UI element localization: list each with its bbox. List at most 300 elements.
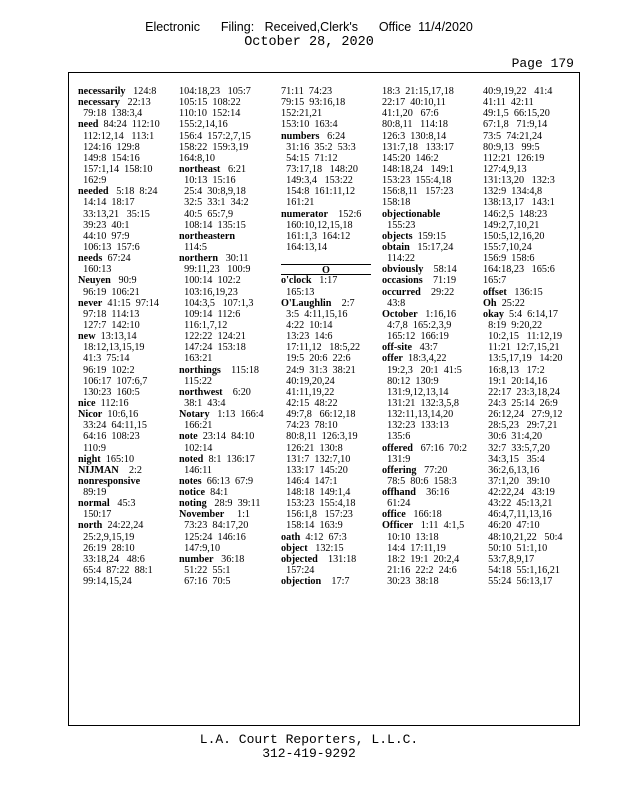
index-term: northeastern (179, 230, 236, 242)
index-column-4 (382, 86, 467, 587)
page-line-refs: 149:8 154:16 (78, 152, 140, 164)
index-entry (281, 487, 371, 498)
section-letter: O (281, 264, 371, 275)
page-line-refs: 18:12,13,15,19 (78, 342, 145, 354)
page-line-refs: 154:8 161:11,12 (281, 186, 356, 198)
page-line-refs: 67:16 70:2 (412, 442, 467, 454)
page-line-refs: 18:2 19:1 20:2,4 (382, 553, 460, 565)
page-line-refs: 53:7,8,9,17 (483, 553, 535, 565)
index-entry (281, 97, 371, 108)
index-entry (78, 376, 160, 387)
index-term: northern (179, 253, 219, 265)
page-line-refs: 22:17 40:10,11 (382, 97, 446, 109)
page-line-refs: 1:13 166:4 (209, 409, 264, 421)
index-entry (382, 509, 467, 520)
index-entry (179, 487, 264, 498)
index-term: new (78, 331, 96, 343)
page-line-refs: 64:16 108:23 (78, 431, 140, 443)
index-column-2 (179, 86, 264, 587)
index-term: oath (281, 531, 301, 543)
page-line-refs: 66:13 67:9 (201, 475, 254, 487)
page-line-refs: 33:18,24 48:6 (78, 553, 145, 565)
page-line-refs: 125:24 146:16 (179, 531, 246, 543)
page-line-refs: 164:13,14 (281, 241, 328, 253)
index-entry (179, 420, 264, 431)
page-line-refs: 157:1,14 158:10 (78, 163, 153, 175)
index-entry (281, 342, 371, 353)
index-entry (281, 498, 371, 509)
index-entry (382, 220, 467, 231)
page-line-refs: 73:23 84:17,20 (179, 520, 249, 532)
page-line-refs: 80:12 130:9 (382, 375, 439, 387)
page-line-refs: 149:3,4 153:22 (281, 175, 353, 187)
index-entry (483, 242, 563, 253)
page-line-refs: 131:13,20 132:3 (483, 175, 555, 187)
index-entry (382, 331, 467, 342)
index-entry (78, 476, 160, 487)
page-line-refs: 146:11 (179, 464, 213, 476)
index-entry (281, 431, 371, 442)
page-line-refs: 122:22 124:21 (179, 331, 246, 343)
index-term: office (382, 509, 406, 521)
page-line-refs: 155:7,10,24 (483, 241, 532, 253)
index-entry (382, 387, 467, 398)
page-line-refs: 24:9 31:3 38:21 (281, 364, 356, 376)
index-entry (382, 520, 467, 531)
index-entry (382, 253, 467, 264)
page-line-refs: 33:13,21 35:15 (78, 208, 150, 220)
index-entry (483, 443, 563, 454)
page-line-refs: 11:21 12:7,15,21 (483, 342, 560, 354)
index-entry (179, 331, 264, 342)
index-term: north (78, 520, 103, 532)
page-line-refs: 147:9,10 (179, 542, 221, 554)
index-entry (179, 320, 264, 331)
index-term: obviously (382, 264, 424, 276)
index-entry (382, 365, 467, 376)
page-line-refs: 6:20 (222, 386, 251, 398)
index-term: NIJMAN (78, 464, 119, 476)
index-entry (179, 398, 264, 409)
index-entry (281, 298, 371, 309)
page-line-refs: 132:23 133:13 (382, 420, 449, 432)
page-line-refs: 99:11,23 100:9 (179, 264, 251, 276)
page-line-refs: 104:3,5 107:1,3 (179, 297, 254, 309)
index-term: Nicor (78, 409, 103, 421)
page-line-refs: 39:23 40:1 (78, 219, 130, 231)
page-line-refs: 131:9 (382, 453, 411, 465)
index-entry (78, 387, 160, 398)
index-entry (483, 220, 563, 231)
index-term: offhand (382, 487, 416, 499)
page-line-refs: 28:9 39:11 (206, 498, 261, 510)
index-term: occurred (382, 286, 421, 298)
page-line-refs: 2:7 (331, 297, 355, 309)
page-line-refs: 41:1,20 67:6 (382, 108, 439, 120)
index-entry (78, 409, 160, 420)
page-line-refs: 131:7,18 133:17 (382, 141, 454, 153)
index-entry (78, 509, 160, 520)
page-line-refs: 10:2,15 11:12,19 (483, 331, 563, 343)
index-entry (78, 309, 160, 320)
index-term: obtain (382, 241, 410, 253)
page-line-refs: 112:16 (95, 397, 129, 409)
index-entry (382, 209, 467, 220)
index-term: needed (78, 186, 109, 198)
index-entry (78, 443, 160, 454)
index-term: off-site (382, 342, 412, 354)
index-entry (483, 108, 563, 119)
index-entry (281, 86, 371, 97)
page-line-refs: 145:20 146:2 (382, 152, 439, 164)
page-line-refs: 2:2 (118, 464, 142, 476)
page-line-refs: 4:22 10:14 (281, 319, 333, 331)
page-line-refs: 131:18 (317, 553, 357, 565)
index-entry (483, 153, 563, 164)
index-entry (483, 365, 563, 376)
index-entry (179, 454, 264, 465)
index-entry (179, 86, 264, 97)
index-entry (483, 209, 563, 220)
index-entry (179, 543, 264, 554)
page-line-refs: 110:10 152:14 (179, 108, 241, 120)
page-line-refs: 36:16 (415, 487, 450, 499)
index-term: offer (382, 353, 403, 365)
index-term: object (281, 542, 308, 554)
index-entry (179, 565, 264, 576)
index-entry (78, 298, 160, 309)
index-term: occasions (382, 275, 423, 287)
page-line-refs: 96:19 102:2 (78, 364, 135, 376)
index-entry (78, 420, 160, 431)
page-line-refs: 18:3,4,22 (402, 353, 447, 365)
page-line-refs: 73:17,18 148:20 (281, 163, 358, 175)
page-line-refs: 6:24 (319, 130, 346, 142)
index-entry (382, 175, 467, 186)
page-line-refs: 103:16,19,23 (179, 286, 238, 298)
page-line-refs: 156:8,11 157:23 (382, 186, 454, 198)
index-entry (78, 253, 160, 264)
page-line-refs: 26:12,24 27:9,12 (483, 409, 563, 421)
page-line-refs: 112:12,14 113:1 (78, 130, 155, 142)
index-entry (179, 509, 264, 520)
page-line-refs: 13:23 14:6 (281, 331, 333, 343)
page-line-refs: 25:4 30:8,9,18 (179, 186, 246, 198)
page-line-refs: 135:6 (382, 431, 411, 443)
index-entry (483, 476, 563, 487)
page-line-refs: 25:22 (496, 297, 525, 309)
index-entry (78, 264, 160, 275)
page-line-refs: 158:18 (382, 197, 411, 209)
index-entry (179, 431, 264, 442)
index-term: Neuyen (78, 275, 111, 287)
index-entry (483, 131, 563, 142)
page-line-refs: 158:14 163:9 (281, 520, 343, 532)
index-term: northwest (179, 386, 223, 398)
index-entry (483, 353, 563, 364)
index-entry (179, 365, 264, 376)
index-entry (483, 387, 563, 398)
index-entry (483, 119, 563, 130)
index-entry (179, 275, 264, 286)
page-line-refs: 26:19 28:10 (78, 542, 135, 554)
index-entry (179, 387, 264, 398)
index-entry (78, 576, 160, 587)
index-entry (78, 520, 160, 531)
index-entry (179, 532, 264, 543)
index-entry (281, 231, 371, 242)
index-entry (179, 554, 264, 565)
page-line-refs: 165:12 166:19 (382, 331, 449, 343)
page-line-refs: 130:23 160:5 (78, 386, 140, 398)
page-line-refs: 133:17 145:20 (281, 464, 348, 476)
filing-date: October 28, 2020 (244, 35, 374, 50)
index-entry (382, 376, 467, 387)
page-line-refs: 78:5 80:6 158:3 (382, 475, 457, 487)
index-entry (382, 97, 467, 108)
page-line-refs: 79:15 93:16,18 (281, 97, 346, 109)
page-line-refs: 148:18,24 149:1 (382, 163, 454, 175)
page-line-refs: 116:1,7,12 (179, 319, 228, 331)
index-entry (382, 298, 467, 309)
page-line-refs: 21:16 22:2 24:6 (382, 565, 457, 577)
page-line-refs: 54:18 55:1,16,21 (483, 565, 560, 577)
page-line-refs: 5:4 6:14,17 (503, 308, 559, 320)
page-line-refs: 41:11 42:11 (483, 97, 534, 109)
page-line-refs: 19:5 20:6 22:6 (281, 353, 351, 365)
page-line-refs: 79:18 138:3,4 (78, 108, 143, 120)
index-entry (78, 275, 160, 286)
index-entry (382, 131, 467, 142)
index-entry (78, 153, 160, 164)
index-entry (78, 487, 160, 498)
index-term: offering (382, 464, 417, 476)
index-term: objection (281, 576, 322, 588)
index-entry (382, 543, 467, 554)
page-line-refs: 102:14 (179, 442, 213, 454)
page-line-refs: 42:22,24 43:19 (483, 487, 555, 499)
index-entry (382, 108, 467, 119)
index-entry (281, 565, 371, 576)
page-line-refs: 67:16 70:5 (179, 576, 231, 588)
index-entry (78, 532, 160, 543)
page-line-refs: 153:10 163:4 (281, 119, 338, 131)
index-entry (382, 554, 467, 565)
index-entry (382, 409, 467, 420)
index-entry (483, 554, 563, 565)
index-entry (179, 197, 264, 208)
page-line-refs: 34:3,15 35:4 (483, 453, 545, 465)
page-line-refs: 127:7 142:10 (78, 319, 140, 331)
page-line-refs: 54:15 71:12 (281, 152, 338, 164)
index-entry (483, 498, 563, 509)
page-line-refs: 96:19 106:21 (78, 286, 140, 298)
index-entry (78, 320, 160, 331)
page-line-refs: 50:10 51:1,10 (483, 542, 548, 554)
page-line-refs: 132:11,13,14,20 (382, 409, 454, 421)
index-term: offset (483, 286, 507, 298)
page-line-refs: 46:20 47:10 (483, 520, 540, 532)
page-line-refs: 5:18 8:24 (108, 186, 158, 198)
page-line-refs: 166:18 (405, 509, 442, 521)
page-line-refs: 73:5 74:21,24 (483, 130, 543, 142)
page-line-refs: 149:2,7,10,21 (483, 219, 540, 231)
index-entry (78, 398, 160, 409)
page-line-refs: 67:24 (102, 253, 131, 265)
index-entry (382, 153, 467, 164)
page-line-refs: 165:13 (281, 286, 315, 298)
index-entry (382, 465, 467, 476)
page-line-refs: 163:21 (179, 353, 213, 365)
page-line-refs: 19:2,3 20:1 41:5 (382, 364, 462, 376)
page-line-refs: 114:22 (382, 253, 416, 265)
index-entry (179, 465, 264, 476)
index-entry (78, 220, 160, 231)
page-line-refs: 36:18 (213, 553, 245, 565)
page-line-refs: 24:3 25:14 26:9 (483, 397, 558, 409)
index-entry (281, 275, 371, 286)
page-line-refs: 43:7 (411, 342, 438, 354)
index-entry (78, 164, 160, 175)
page-line-refs: 17:11,12 18:5,22 (281, 342, 361, 354)
index-entry (483, 376, 563, 387)
page-line-refs: 131:7 132:7,10 (281, 453, 351, 465)
index-entry (179, 253, 264, 264)
index-entry (179, 476, 264, 487)
index-entry (78, 554, 160, 565)
page-line-refs: 17:7 (321, 576, 350, 588)
index-term: note (179, 431, 198, 443)
index-term: notes (179, 475, 202, 487)
index-entry (483, 97, 563, 108)
index-entry (78, 365, 160, 376)
index-entry (483, 164, 563, 175)
index-term: numbers (281, 130, 320, 142)
index-entry (483, 331, 563, 342)
index-term: Officer (382, 520, 414, 532)
index-entry (78, 342, 160, 353)
page-line-refs: 41:15 97:14 (102, 297, 159, 309)
index-term: night (78, 453, 101, 465)
page-line-refs: 160:10,12,15,18 (281, 219, 353, 231)
page-line-refs: 138:13,17 143:1 (483, 197, 555, 209)
index-entry (382, 186, 467, 197)
court-reporter-phone: 312-419-9292 (262, 746, 356, 761)
page-line-refs: 14:4 17:11,19 (382, 542, 446, 554)
page-line-refs: 136:15 (506, 286, 543, 298)
index-entry (78, 242, 160, 253)
page-line-refs: 110:9 (78, 442, 106, 454)
index-term: noting (179, 498, 207, 510)
index-entry (179, 287, 264, 298)
index-entry (179, 209, 264, 220)
index-entry (281, 331, 371, 342)
index-entry (281, 242, 371, 253)
page-line-refs: 124:16 129:8 (78, 141, 140, 153)
index-entry (179, 186, 264, 197)
index-entry (179, 298, 264, 309)
index-entry (78, 543, 160, 554)
index-entry (382, 164, 467, 175)
index-entry (78, 209, 160, 220)
index-entry (179, 309, 264, 320)
index-entry (78, 197, 160, 208)
page-line-refs: 152:21,21 (281, 108, 323, 120)
index-entry (483, 420, 563, 431)
index-entry (281, 320, 371, 331)
page-line-refs: 4:12 67:3 (300, 531, 347, 543)
index-entry (483, 309, 563, 320)
page-line-refs: 43:8 (382, 297, 406, 309)
page-line-refs: 146:2,5 148:23 (483, 208, 548, 220)
index-term: notice (179, 487, 206, 499)
page-line-refs: 152:6 (327, 208, 362, 220)
index-term: never (78, 297, 103, 309)
index-entry (483, 287, 563, 298)
index-entry (179, 142, 264, 153)
index-entry (78, 131, 160, 142)
page-line-refs: 25:2,9,15,19 (78, 531, 135, 543)
page-line-refs: 166:21 (179, 420, 213, 432)
index-term: offered (382, 442, 413, 454)
page-line-refs: 112:21 126:19 (483, 152, 545, 164)
index-entry (281, 387, 371, 398)
index-entry (483, 253, 563, 264)
index-entry (483, 231, 563, 242)
page-line-refs: 6:21 (220, 163, 247, 175)
index-entry (179, 498, 264, 509)
index-entry (78, 465, 160, 476)
index-entry (382, 565, 467, 576)
page-line-refs: 150:5,12,16,20 (483, 230, 545, 242)
page-line-refs: 29:22 (420, 286, 455, 298)
index-term: Notary (179, 409, 210, 421)
page-line-refs: 8:1 136:17 (203, 453, 255, 465)
page-line-refs: 84:1 (205, 487, 229, 499)
index-column-1 (78, 86, 160, 587)
index-entry (382, 398, 467, 409)
index-term: normal (78, 498, 110, 510)
page-line-refs: 109:14 112:6 (179, 308, 241, 320)
page-line-refs: 106:13 157:6 (78, 241, 140, 253)
index-entry (281, 287, 371, 298)
index-entry (78, 454, 160, 465)
index-term: number (179, 553, 214, 565)
page-line-refs: 80:8,11 126:3,19 (281, 431, 358, 443)
index-entry (78, 353, 160, 364)
page-line-refs: 155:2,14,16 (179, 119, 228, 131)
page-line-refs: 40:19,20,24 (281, 375, 335, 387)
page-line-refs: 132:15 (307, 542, 344, 554)
page-line-refs: 28:5,23 29:7,21 (483, 420, 558, 432)
index-entry (483, 454, 563, 465)
index-entry (483, 431, 563, 442)
index-column-3 (281, 86, 371, 587)
page-line-refs: 3:5 4:11,15,16 (281, 308, 348, 320)
page-line-refs: 10:13 15:16 (179, 175, 236, 187)
index-entry (78, 108, 160, 119)
index-entry (78, 119, 160, 130)
page-line-refs: 22:13 (119, 97, 151, 109)
index-entry (281, 509, 371, 520)
index-entry (281, 398, 371, 409)
index-entry (483, 342, 563, 353)
page-line-refs: 31:16 35:2 53:3 (281, 141, 356, 153)
index-entry (382, 420, 467, 431)
page-line-refs: 161:1,3 164:12 (281, 230, 351, 242)
page-line-refs: 24:22,24 (102, 520, 144, 532)
index-entry (382, 431, 467, 442)
